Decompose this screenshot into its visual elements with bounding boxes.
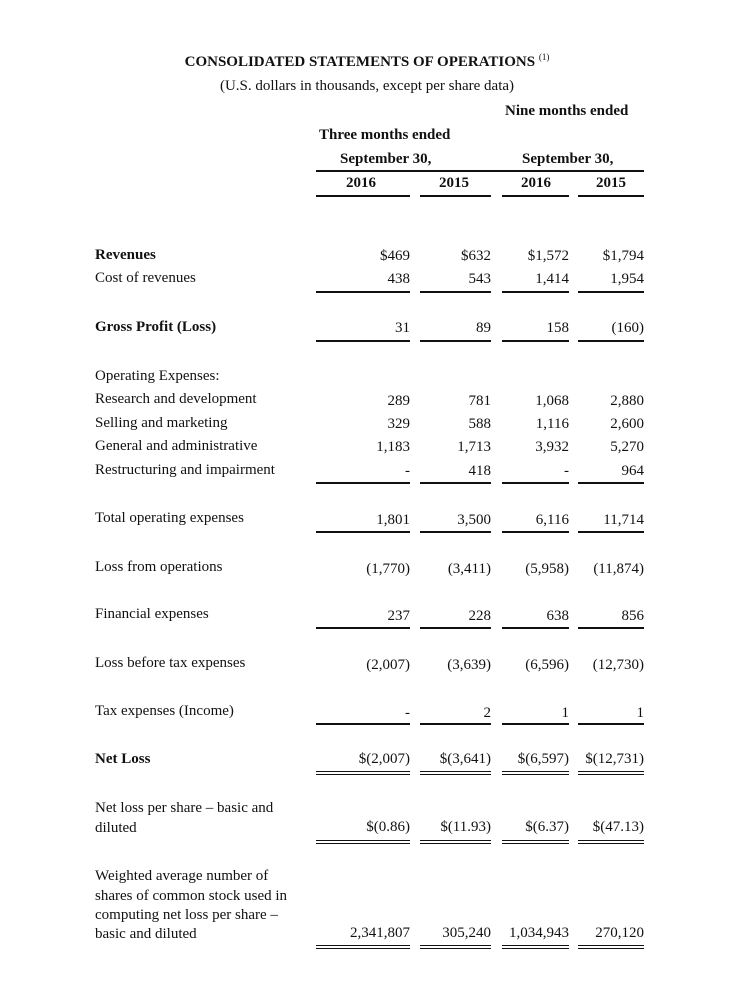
statement-title bbox=[0, 54, 734, 71]
row-label-operating-expenses: Operating Expenses: bbox=[95, 368, 220, 384]
year-rule-2 bbox=[420, 195, 491, 197]
cell-financial-4: 856 bbox=[621, 608, 644, 624]
cell-tax-4: 1 bbox=[636, 705, 644, 721]
cell-selling-1: 329 bbox=[387, 416, 410, 432]
header-three-date: September 30, bbox=[340, 151, 432, 167]
rule-tax-3 bbox=[502, 723, 569, 725]
row-label-weighted-2: shares of common stock used in bbox=[95, 888, 288, 904]
cell-restructuring-1: - bbox=[405, 463, 410, 479]
rule-restructuring-2 bbox=[420, 482, 491, 484]
row-label-cost-of-revenues: Cost of revenues bbox=[95, 270, 196, 286]
row-label-financial: Financial expenses bbox=[95, 606, 209, 622]
rule-cost-2 bbox=[420, 291, 491, 293]
header-year-4: 2015 bbox=[596, 175, 626, 191]
cell-research-3: 1,068 bbox=[535, 393, 569, 409]
double-rule-net-loss-1 bbox=[316, 771, 410, 775]
double-rule-eps-4 bbox=[578, 840, 644, 844]
double-rule-eps-1 bbox=[316, 840, 410, 844]
rule-total-operating-2 bbox=[420, 531, 491, 533]
cell-restructuring-4: 964 bbox=[621, 463, 644, 479]
cell-general-4: 5,270 bbox=[610, 439, 644, 455]
cell-restructuring-3: - bbox=[564, 463, 569, 479]
rule-financial-4 bbox=[578, 627, 644, 629]
cell-cost-3: 1,414 bbox=[535, 271, 569, 287]
cell-total-operating-2: 3,500 bbox=[457, 512, 491, 528]
double-rule-net-loss-4 bbox=[578, 771, 644, 775]
row-label-net-loss-per-share-1: Net loss per share – basic and bbox=[95, 800, 274, 816]
rule-cost-1 bbox=[316, 291, 410, 293]
row-label-loss-operations: Loss from operations bbox=[95, 559, 223, 575]
cell-gross-1: 31 bbox=[395, 320, 410, 336]
year-rule-3 bbox=[502, 195, 569, 197]
header-nine-date: September 30, bbox=[522, 151, 614, 167]
cell-revenues-1: $469 bbox=[380, 248, 410, 264]
rule-financial-1 bbox=[316, 627, 410, 629]
cell-loss-operations-3: (5,958) bbox=[525, 561, 569, 577]
cell-eps-4: $(47.13) bbox=[592, 819, 644, 835]
header-nine-months: Nine months ended bbox=[505, 103, 629, 119]
cell-financial-2: 228 bbox=[468, 608, 491, 624]
cell-weighted-3: 1,034,943 bbox=[509, 925, 569, 941]
cell-loss-before-tax-4: (12,730) bbox=[592, 657, 644, 673]
rule-total-operating-3 bbox=[502, 531, 569, 533]
header-year-1: 2016 bbox=[346, 175, 376, 191]
cell-weighted-1: 2,341,807 bbox=[350, 925, 410, 941]
row-label-weighted-4: basic and diluted bbox=[95, 926, 197, 942]
row-label-loss-before-tax: Loss before tax expenses bbox=[95, 655, 246, 671]
rule-restructuring-4 bbox=[578, 482, 644, 484]
row-label-selling: Selling and marketing bbox=[95, 415, 228, 431]
cell-cost-2: 543 bbox=[468, 271, 491, 287]
row-label-revenues: Revenues bbox=[95, 247, 156, 263]
double-rule-weighted-1 bbox=[316, 945, 410, 949]
rule-gross-2 bbox=[420, 340, 491, 342]
year-rule-1 bbox=[316, 195, 410, 197]
cell-general-1: 1,183 bbox=[376, 439, 410, 455]
cell-financial-3: 638 bbox=[546, 608, 569, 624]
cell-research-1: 289 bbox=[387, 393, 410, 409]
cell-revenues-3: $1,572 bbox=[527, 248, 569, 264]
rule-total-operating-1 bbox=[316, 531, 410, 533]
double-rule-eps-2 bbox=[420, 840, 491, 844]
cell-cost-1: 438 bbox=[387, 271, 410, 287]
cell-financial-1: 237 bbox=[387, 608, 410, 624]
statement-title-text: CONSOLIDATED STATEMENTS OF OPERATIONS bbox=[184, 54, 536, 70]
cell-loss-operations-2: (3,411) bbox=[447, 561, 491, 577]
rule-gross-3 bbox=[502, 340, 569, 342]
cell-research-2: 781 bbox=[468, 393, 491, 409]
cell-gross-3: 158 bbox=[546, 320, 569, 336]
row-label-weighted-3: computing net loss per share – bbox=[95, 907, 278, 923]
cell-gross-2: 89 bbox=[476, 320, 491, 336]
rule-cost-4 bbox=[578, 291, 644, 293]
rule-tax-2 bbox=[420, 723, 491, 725]
cell-eps-1: $(0.86) bbox=[366, 819, 410, 835]
double-rule-net-loss-2 bbox=[420, 771, 491, 775]
cell-selling-4: 2,600 bbox=[610, 416, 644, 432]
cell-loss-before-tax-3: (6,596) bbox=[525, 657, 569, 673]
double-rule-weighted-2 bbox=[420, 945, 491, 949]
row-label-weighted-1: Weighted average number of bbox=[95, 868, 269, 884]
row-label-total-operating: Total operating expenses bbox=[95, 510, 244, 526]
cell-tax-3: 1 bbox=[561, 705, 569, 721]
double-rule-eps-3 bbox=[502, 840, 569, 844]
rule-tax-4 bbox=[578, 723, 644, 725]
row-label-net-loss-per-share-2: diluted bbox=[95, 820, 137, 836]
double-rule-net-loss-3 bbox=[502, 771, 569, 775]
cell-total-operating-4: 11,714 bbox=[603, 512, 644, 528]
cell-loss-before-tax-1: (2,007) bbox=[366, 657, 410, 673]
cell-revenues-2: $632 bbox=[461, 248, 491, 264]
year-rule-4 bbox=[578, 195, 644, 197]
cell-selling-2: 588 bbox=[468, 416, 491, 432]
cell-net-loss-3: $(6,597) bbox=[517, 751, 569, 767]
row-label-research: Research and development bbox=[95, 391, 257, 407]
cell-restructuring-2: 418 bbox=[468, 463, 491, 479]
header-three-months: Three months ended bbox=[319, 127, 451, 143]
cell-weighted-4: 270,120 bbox=[595, 925, 644, 941]
cell-research-4: 2,880 bbox=[610, 393, 644, 409]
cell-net-loss-1: $(2,007) bbox=[358, 751, 410, 767]
rule-cost-3 bbox=[502, 291, 569, 293]
cell-loss-operations-4: (11,874) bbox=[593, 561, 644, 577]
cell-general-2: 1,713 bbox=[457, 439, 491, 455]
cell-weighted-2: 305,240 bbox=[442, 925, 491, 941]
cell-eps-3: $(6.37) bbox=[525, 819, 569, 835]
row-label-general: General and administrative bbox=[95, 438, 258, 454]
rule-financial-2 bbox=[420, 627, 491, 629]
cell-tax-2: 2 bbox=[483, 705, 491, 721]
rule-restructuring-1 bbox=[316, 482, 410, 484]
double-rule-weighted-3 bbox=[502, 945, 569, 949]
cell-gross-4: (160) bbox=[611, 320, 644, 336]
cell-loss-before-tax-2: (3,639) bbox=[447, 657, 491, 673]
rule-total-operating-4 bbox=[578, 531, 644, 533]
cell-net-loss-4: $(12,731) bbox=[585, 751, 644, 767]
rule-financial-3 bbox=[502, 627, 569, 629]
cell-loss-operations-1: (1,770) bbox=[366, 561, 410, 577]
header-rule bbox=[316, 170, 644, 172]
row-label-tax: Tax expenses (Income) bbox=[95, 703, 234, 719]
cell-selling-3: 1,116 bbox=[535, 416, 569, 432]
cell-total-operating-3: 6,116 bbox=[535, 512, 569, 528]
cell-general-3: 3,932 bbox=[535, 439, 569, 455]
row-label-restructuring: Restructuring and impairment bbox=[95, 462, 275, 478]
cell-revenues-4: $1,794 bbox=[602, 248, 644, 264]
cell-total-operating-1: 1,801 bbox=[376, 512, 410, 528]
rule-restructuring-3 bbox=[502, 482, 569, 484]
cell-cost-4: 1,954 bbox=[610, 271, 644, 287]
rule-gross-4 bbox=[578, 340, 644, 342]
rule-tax-1 bbox=[316, 723, 410, 725]
row-label-gross-profit: Gross Profit (Loss) bbox=[95, 319, 217, 335]
rule-gross-1 bbox=[316, 340, 410, 342]
header-year-3: 2016 bbox=[521, 175, 551, 191]
cell-net-loss-2: $(3,641) bbox=[439, 751, 491, 767]
row-label-net-loss: Net Loss bbox=[95, 751, 151, 767]
statement-subtitle: (U.S. dollars in thousands, except per share data) bbox=[219, 78, 515, 94]
cell-tax-1: - bbox=[405, 705, 410, 721]
header-year-2: 2015 bbox=[439, 175, 469, 191]
cell-eps-2: $(11.93) bbox=[440, 819, 491, 835]
double-rule-weighted-4 bbox=[578, 945, 644, 949]
title-footnote-marker: (1) bbox=[538, 52, 550, 62]
